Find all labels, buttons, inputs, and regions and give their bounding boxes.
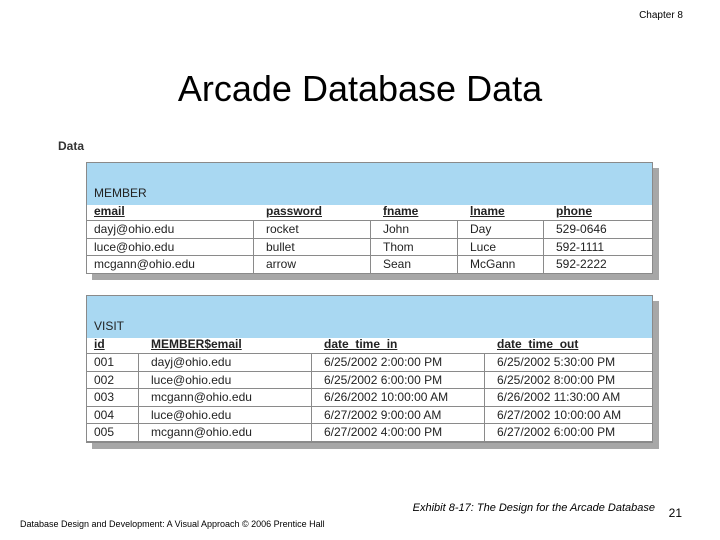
slide-title: Arcade Database Data [177,68,543,109]
visit-table [86,295,653,443]
column-divider [457,220,458,273]
column-divider [253,220,254,273]
table-cell: 001 [94,355,115,369]
column-header: id [94,337,105,351]
table-cell: arrow [266,257,297,272]
column-header: phone [556,204,592,218]
table-cell: 6/26/2002 10:00:00 AM [324,390,449,405]
table-cell: 6/27/2002 4:00:00 PM [324,425,443,440]
table-cell: 6/26/2002 11:30:00 AM [497,390,621,405]
table-cell: luce@ohio.edu [94,239,175,254]
table-cell: 6/27/2002 10:00:00 AM [497,407,622,422]
table-cell: Sean [383,257,412,272]
table-cell: luce@ohio.edu [151,407,232,422]
column-header: email [94,204,125,218]
column-header: MEMBER$email [151,337,242,351]
column-header: fname [383,204,419,218]
table-cell: 6/25/2002 2:00:00 PM [324,355,443,369]
table-cell: dayj@ohio.edu [94,222,175,236]
table-name: VISIT [94,319,125,333]
table-cell: John [383,222,410,236]
column-divider [543,220,544,273]
table-cell: dayj@ohio.edu [151,355,232,369]
column-divider [311,353,312,441]
table-cell: 004 [94,407,115,422]
table-cell: 6/25/2002 6:00:00 PM [324,372,443,387]
column-divider [370,220,371,273]
table-cell: Day [470,222,492,236]
section-label: Data [58,139,85,153]
exhibit-caption: Exhibit 8-17: The Design for the Arcade Database [412,502,655,514]
table-cell: mcgann@ohio.edu [94,257,195,272]
table-cell: bullet [266,239,295,254]
table-header-band [87,163,652,205]
column-header: date_time_in [324,337,398,351]
footer-text: Database Design and Development: A Visual Approach © 2006 Prentice Hall [20,519,325,529]
table-cell: mcgann@ohio.edu [151,425,252,440]
table-cell: Thom [383,239,414,254]
member-table [86,162,653,274]
table-cell: McGann [470,257,516,272]
table-cell: mcgann@ohio.edu [151,390,252,405]
table-cell: 005 [94,425,115,440]
table-cell: 6/25/2002 8:00:00 PM [497,372,616,387]
column-divider [138,353,139,441]
column-header: date_time_out [497,337,579,351]
table-cell: 6/27/2002 9:00:00 AM [324,407,442,422]
table-header-band [87,296,652,338]
column-header: lname [470,204,505,218]
table-cell: 592-2222 [556,257,607,272]
table-cell: 6/27/2002 6:00:00 PM [497,425,616,440]
table-name: MEMBER [94,186,147,200]
table-cell: Luce [470,239,497,254]
column-header: password [266,204,323,218]
table-cell: luce@ohio.edu [151,372,232,387]
page-number: 21 [668,506,682,520]
column-divider [484,353,485,441]
table-cell: 529-0646 [556,222,607,236]
table-cell: 002 [94,372,115,387]
chapter-label: Chapter 8 [639,10,683,21]
table-cell: 003 [94,390,115,405]
table-cell: rocket [266,222,299,236]
table-cell: 6/25/2002 5:30:00 PM [497,355,616,369]
table-cell: 592-1111 [556,239,605,254]
